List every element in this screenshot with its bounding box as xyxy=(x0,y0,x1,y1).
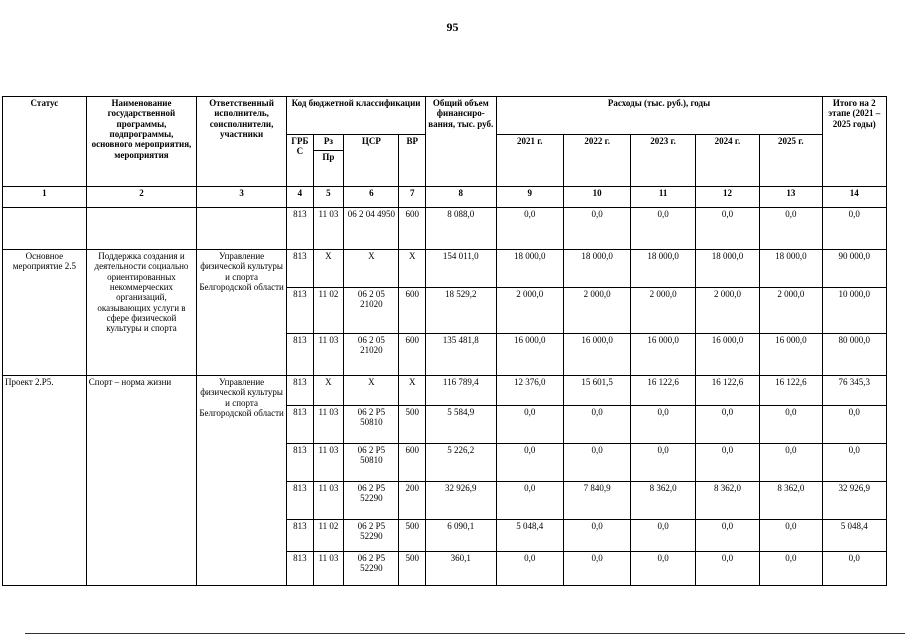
column-number-8: 8 xyxy=(426,187,497,208)
cell-2022: 15 601,5 xyxy=(563,376,630,406)
cell-2025: 0,0 xyxy=(760,552,822,586)
cell-vr: Х xyxy=(399,250,426,288)
cell-grbs: 813 xyxy=(287,520,314,552)
row-responsible: Управление физической культуры и спорта Белгородской области xyxy=(197,250,287,376)
cell-vr: 500 xyxy=(399,406,426,444)
cell-total: 116 789,4 xyxy=(426,376,497,406)
cell-2023: 18 000,0 xyxy=(631,250,695,288)
cell-rzpr: 11 03 xyxy=(313,482,344,520)
cell-vr: 500 xyxy=(399,520,426,552)
cell-total: 8 088,0 xyxy=(426,208,497,250)
cell-grbs: 813 xyxy=(287,444,314,482)
table-row xyxy=(3,376,887,406)
cell-2023: 16 000,0 xyxy=(631,334,695,376)
cell-csr: Х xyxy=(344,250,399,288)
header-row xyxy=(3,97,887,135)
cell-rzpr: Х xyxy=(313,376,344,406)
header-expenses: Расходы (тыс. руб.), годы xyxy=(496,97,822,135)
cell-stage-total: 5 048,4 xyxy=(822,520,886,552)
cell-stage-total: 0,0 xyxy=(822,208,886,250)
column-number-11: 11 xyxy=(631,187,695,208)
cell-2025: 0,0 xyxy=(760,406,822,444)
cell-grbs: 813 xyxy=(287,406,314,444)
cell-rzpr: 11 03 xyxy=(313,552,344,586)
cell-total: 360,1 xyxy=(426,552,497,586)
cell-2024: 0,0 xyxy=(695,444,759,482)
cell-2025: 8 362,0 xyxy=(760,482,822,520)
cell-total: 5 584,9 xyxy=(426,406,497,444)
cell-csr: Х xyxy=(344,376,399,406)
cell-rzpr: 11 02 xyxy=(313,288,344,334)
cell-2024: 2 000,0 xyxy=(695,288,759,334)
cell-stage-total: 32 926,9 xyxy=(822,482,886,520)
cell-csr: 06 2 Р5 52290 xyxy=(344,520,399,552)
column-number-13: 13 xyxy=(760,187,822,208)
cell-2025: 16 122,6 xyxy=(760,376,822,406)
header-rz: Рз xyxy=(314,135,344,151)
cell-total: 154 011,0 xyxy=(426,250,497,288)
cell-stage-total: 0,0 xyxy=(822,552,886,586)
cell-2025: 16 000,0 xyxy=(760,334,822,376)
cell-total: 6 090,1 xyxy=(426,520,497,552)
column-number-4: 4 xyxy=(287,187,314,208)
header-pr: Пр xyxy=(322,152,335,162)
row-status: Основное мероприятие 2.5 xyxy=(3,250,87,376)
cell-vr: 200 xyxy=(399,482,426,520)
column-number-12: 12 xyxy=(695,187,759,208)
cell-2023: 0,0 xyxy=(631,552,695,586)
cell-vr: 600 xyxy=(399,334,426,376)
cell-2024: 0,0 xyxy=(695,552,759,586)
cell-csr: 06 2 05 21020 xyxy=(344,288,399,334)
header-status: Статус xyxy=(3,97,87,187)
cell-2021: 0,0 xyxy=(496,208,563,250)
cell-2024: 18 000,0 xyxy=(695,250,759,288)
column-number-5: 5 xyxy=(313,187,344,208)
cell-vr: Х xyxy=(399,376,426,406)
cell-2021: 0,0 xyxy=(496,482,563,520)
cell-2025: 0,0 xyxy=(760,444,822,482)
cell-grbs: 813 xyxy=(287,250,314,288)
cell-2024: 8 362,0 xyxy=(695,482,759,520)
header-rzpr xyxy=(313,135,344,187)
cell-2022: 0,0 xyxy=(563,208,630,250)
cell-2021: 18 000,0 xyxy=(496,250,563,288)
header-total: Общий объем финансиро-вания, тыс. руб. xyxy=(426,97,497,187)
cell-stage-total: 0,0 xyxy=(822,406,886,444)
table-row xyxy=(3,208,887,250)
row-responsible: Управление физической культуры и спорта Белгородской области xyxy=(197,376,287,586)
cell-total: 5 226,2 xyxy=(426,444,497,482)
cell-2025: 18 000,0 xyxy=(760,250,822,288)
cell-stage-total: 10 000,0 xyxy=(822,288,886,334)
cell-total: 32 926,9 xyxy=(426,482,497,520)
cell-rzpr: Х xyxy=(313,250,344,288)
header-2024: 2024 г. xyxy=(695,135,759,187)
row-responsible xyxy=(197,208,287,250)
cell-rzpr: 11 03 xyxy=(313,334,344,376)
cell-grbs: 813 xyxy=(287,376,314,406)
cell-rzpr: 11 03 xyxy=(313,208,344,250)
cell-vr: 500 xyxy=(399,552,426,586)
cell-grbs: 813 xyxy=(287,334,314,376)
cell-2023: 8 362,0 xyxy=(631,482,695,520)
cell-2022: 0,0 xyxy=(563,406,630,444)
cell-2021: 2 000,0 xyxy=(496,288,563,334)
cell-grbs: 813 xyxy=(287,288,314,334)
column-number-3: 3 xyxy=(197,187,287,208)
cell-2023: 0,0 xyxy=(631,406,695,444)
cell-2021: 16 000,0 xyxy=(496,334,563,376)
column-number-9: 9 xyxy=(496,187,563,208)
cell-csr: 06 2 Р5 50810 xyxy=(344,406,399,444)
cell-stage-total: 90 000,0 xyxy=(822,250,886,288)
cell-2023: 16 122,6 xyxy=(631,376,695,406)
cell-2022: 7 840,9 xyxy=(563,482,630,520)
header-stage-total: Итого на 2 этапе (2021 – 2025 годы) xyxy=(822,97,886,187)
cell-vr: 600 xyxy=(399,444,426,482)
cell-2021: 5 048,4 xyxy=(496,520,563,552)
cell-csr: 06 2 Р5 50810 xyxy=(344,444,399,482)
cell-2025: 0,0 xyxy=(760,520,822,552)
top-border xyxy=(0,0,905,2)
header-2023: 2023 г. xyxy=(631,135,695,187)
cell-2021: 12 376,0 xyxy=(496,376,563,406)
table-row xyxy=(3,250,887,288)
cell-vr: 600 xyxy=(399,208,426,250)
cell-2022: 0,0 xyxy=(563,444,630,482)
cell-2022: 16 000,0 xyxy=(563,334,630,376)
cell-csr: 06 2 Р5 52290 xyxy=(344,552,399,586)
column-number-10: 10 xyxy=(563,187,630,208)
cell-stage-total: 0,0 xyxy=(822,444,886,482)
row-name xyxy=(86,208,196,250)
cell-2022: 2 000,0 xyxy=(563,288,630,334)
row-name: Спорт – норма жизни xyxy=(86,376,196,586)
cell-2021: 0,0 xyxy=(496,552,563,586)
cell-rzpr: 11 03 xyxy=(313,406,344,444)
cell-2025: 2 000,0 xyxy=(760,288,822,334)
column-number-6: 6 xyxy=(344,187,399,208)
row-status xyxy=(3,208,87,250)
cell-2025: 0,0 xyxy=(760,208,822,250)
cell-2024: 16 000,0 xyxy=(695,334,759,376)
cell-csr: 06 2 Р5 52290 xyxy=(344,482,399,520)
column-number-2: 2 xyxy=(86,187,196,208)
header-grbs: ГРБ С xyxy=(287,135,314,187)
column-number-row xyxy=(3,187,887,208)
header-vr: ВР xyxy=(399,135,426,187)
cell-2022: 0,0 xyxy=(563,520,630,552)
cell-2024: 0,0 xyxy=(695,520,759,552)
cell-total: 135 481,8 xyxy=(426,334,497,376)
header-2025: 2025 г. xyxy=(760,135,822,187)
column-number-1: 1 xyxy=(3,187,87,208)
cell-2023: 0,0 xyxy=(631,208,695,250)
cell-2021: 0,0 xyxy=(496,406,563,444)
cell-2024: 0,0 xyxy=(695,406,759,444)
header-budget-code: Код бюджетной классификации xyxy=(287,97,426,135)
cell-stage-total: 80 000,0 xyxy=(822,334,886,376)
cell-grbs: 813 xyxy=(287,482,314,520)
budget-table xyxy=(2,96,887,586)
cell-csr: 06 2 05 21020 xyxy=(344,334,399,376)
header-2022: 2022 г. xyxy=(563,135,630,187)
cell-csr: 06 2 04 4950 xyxy=(344,208,399,250)
cell-grbs: 813 xyxy=(287,208,314,250)
cell-2021: 0,0 xyxy=(496,444,563,482)
page-number: 95 xyxy=(446,20,459,34)
bottom-border xyxy=(25,633,905,634)
header-name: Наименование государственной программы, подпрограммы, основного мероприятия, мероприятия xyxy=(86,97,196,187)
row-status: Проект 2.Р5. xyxy=(3,376,87,586)
header-2021: 2021 г. xyxy=(496,135,563,187)
cell-2023: 0,0 xyxy=(631,520,695,552)
column-number-7: 7 xyxy=(399,187,426,208)
cell-2023: 0,0 xyxy=(631,444,695,482)
cell-stage-total: 76 345,3 xyxy=(822,376,886,406)
cell-grbs: 813 xyxy=(287,552,314,586)
cell-total: 18 529,2 xyxy=(426,288,497,334)
cell-vr: 600 xyxy=(399,288,426,334)
cell-rzpr: 11 02 xyxy=(313,520,344,552)
cell-2023: 2 000,0 xyxy=(631,288,695,334)
header-csr: ЦСР xyxy=(344,135,399,187)
row-name: Поддержка создания и деятельности социально ориентированных некоммерческих организаций, оказывающих услуги в сфере физической культуры и спорта xyxy=(86,250,196,376)
header-responsible: Ответственный исполнитель, соисполнители, участники xyxy=(197,97,287,187)
cell-2022: 18 000,0 xyxy=(563,250,630,288)
cell-2024: 16 122,6 xyxy=(695,376,759,406)
cell-rzpr: 11 03 xyxy=(313,444,344,482)
column-number-14: 14 xyxy=(822,187,886,208)
cell-2024: 0,0 xyxy=(695,208,759,250)
cell-2022: 0,0 xyxy=(563,552,630,586)
